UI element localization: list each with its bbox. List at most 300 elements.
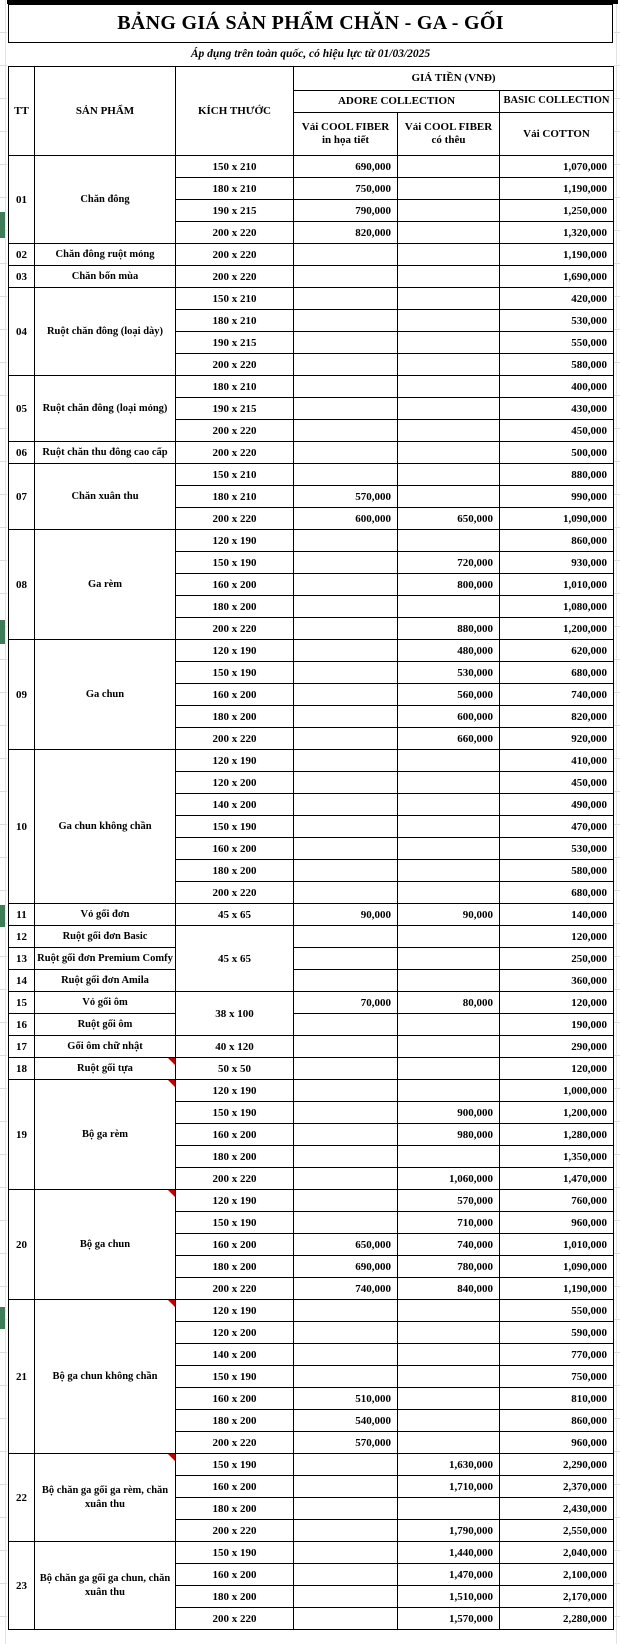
- price-cell-print[interactable]: 570,000: [294, 486, 398, 508]
- price-cell-print[interactable]: 690,000: [294, 1256, 398, 1278]
- page-subtitle[interactable]: Áp dụng trên toàn quốc, có hiệu lực từ 01/03/2025: [190, 48, 431, 60]
- price-cell-print[interactable]: [294, 442, 398, 464]
- price-cell-print[interactable]: [294, 552, 398, 574]
- product-cell[interactable]: [35, 288, 176, 376]
- size-cell[interactable]: 140 x 200: [176, 1344, 294, 1366]
- product-cell[interactable]: [35, 1058, 176, 1080]
- price-cell-print[interactable]: [294, 728, 398, 750]
- price-cell-embroidery[interactable]: [398, 464, 500, 486]
- price-cell-cotton[interactable]: 430,000: [500, 398, 614, 420]
- price-cell-print[interactable]: [294, 530, 398, 552]
- price-cell-print[interactable]: [294, 1058, 398, 1080]
- price-cell-embroidery[interactable]: [398, 1388, 500, 1410]
- size-cell[interactable]: 200 x 220: [176, 618, 294, 640]
- price-cell-cotton[interactable]: 740,000: [500, 684, 614, 706]
- size-cell[interactable]: 200 x 220: [176, 244, 294, 266]
- price-cell-embroidery[interactable]: [398, 596, 500, 618]
- price-cell-print[interactable]: [294, 1190, 398, 1212]
- price-cell-cotton[interactable]: 2,170,000: [500, 1586, 614, 1608]
- tt-cell[interactable]: 03: [9, 266, 35, 288]
- tt-cell[interactable]: 21: [9, 1300, 35, 1454]
- price-cell-cotton[interactable]: 1,320,000: [500, 222, 614, 244]
- price-cell-print[interactable]: [294, 882, 398, 904]
- price-cell-cotton[interactable]: 960,000: [500, 1432, 614, 1454]
- col-header-product[interactable]: SẢN PHẨM: [35, 67, 176, 156]
- comment-indicator[interactable]: [168, 1080, 175, 1087]
- price-cell-embroidery[interactable]: 980,000: [398, 1124, 500, 1146]
- product-cell[interactable]: [35, 948, 176, 970]
- tt-cell[interactable]: 04: [9, 288, 35, 376]
- price-cell-cotton[interactable]: 530,000: [500, 838, 614, 860]
- price-cell-cotton[interactable]: 420,000: [500, 288, 614, 310]
- size-cell[interactable]: 200 x 220: [176, 1168, 294, 1190]
- price-cell-embroidery[interactable]: [398, 376, 500, 398]
- price-cell-cotton[interactable]: 1,470,000: [500, 1168, 614, 1190]
- price-cell-print[interactable]: 820,000: [294, 222, 398, 244]
- price-cell-embroidery[interactable]: [398, 926, 500, 948]
- price-cell-cotton[interactable]: 1,250,000: [500, 200, 614, 222]
- price-cell-print[interactable]: 690,000: [294, 156, 398, 178]
- price-cell-print[interactable]: [294, 1564, 398, 1586]
- price-cell-print[interactable]: [294, 1146, 398, 1168]
- product-cell[interactable]: [35, 992, 176, 1014]
- product-cell[interactable]: [35, 376, 176, 442]
- price-cell-embroidery[interactable]: [398, 838, 500, 860]
- size-cell[interactable]: 160 x 200: [176, 838, 294, 860]
- col-header-fabric-cool-fiber-print[interactable]: [294, 113, 398, 156]
- product-cell[interactable]: [35, 442, 176, 464]
- price-cell-print[interactable]: [294, 662, 398, 684]
- comment-indicator[interactable]: [168, 1300, 175, 1307]
- tt-cell[interactable]: 20: [9, 1190, 35, 1300]
- price-cell-cotton[interactable]: 770,000: [500, 1344, 614, 1366]
- size-cell[interactable]: 120 x 190: [176, 640, 294, 662]
- price-cell-cotton[interactable]: 1,200,000: [500, 618, 614, 640]
- size-cell[interactable]: 150 x 190: [176, 662, 294, 684]
- size-cell[interactable]: 200 x 220: [176, 1520, 294, 1542]
- col-header-basic-collection[interactable]: BASIC COLLECTION: [500, 91, 614, 113]
- price-cell-print[interactable]: 600,000: [294, 508, 398, 530]
- size-cell[interactable]: 120 x 200: [176, 772, 294, 794]
- size-cell[interactable]: 160 x 200: [176, 684, 294, 706]
- price-cell-cotton[interactable]: 820,000: [500, 706, 614, 728]
- comment-indicator[interactable]: [168, 1454, 175, 1461]
- price-cell-print[interactable]: 650,000: [294, 1234, 398, 1256]
- size-cell[interactable]: 160 x 200: [176, 1388, 294, 1410]
- size-cell[interactable]: 150 x 190: [176, 1542, 294, 1564]
- product-cell[interactable]: [35, 266, 176, 288]
- product-cell[interactable]: [35, 904, 176, 926]
- price-cell-embroidery[interactable]: [398, 882, 500, 904]
- price-cell-cotton[interactable]: 120,000: [500, 1058, 614, 1080]
- size-cell[interactable]: 150 x 190: [176, 1366, 294, 1388]
- price-cell-cotton[interactable]: 680,000: [500, 882, 614, 904]
- price-cell-cotton[interactable]: 360,000: [500, 970, 614, 992]
- price-cell-cotton[interactable]: 140,000: [500, 904, 614, 926]
- price-cell-print[interactable]: [294, 706, 398, 728]
- price-cell-embroidery[interactable]: [398, 288, 500, 310]
- product-cell[interactable]: [35, 1542, 176, 1630]
- product-cell[interactable]: [35, 970, 176, 992]
- price-cell-print[interactable]: [294, 1542, 398, 1564]
- price-cell-print[interactable]: [294, 288, 398, 310]
- price-cell-print[interactable]: [294, 1498, 398, 1520]
- product-cell[interactable]: [35, 464, 176, 530]
- tt-cell[interactable]: 09: [9, 640, 35, 750]
- price-cell-cotton[interactable]: 880,000: [500, 464, 614, 486]
- price-cell-cotton[interactable]: 1,190,000: [500, 178, 614, 200]
- product-cell[interactable]: [35, 1036, 176, 1058]
- size-cell[interactable]: 180 x 200: [176, 1410, 294, 1432]
- product-cell[interactable]: [35, 1080, 176, 1190]
- price-cell-print[interactable]: [294, 1586, 398, 1608]
- price-cell-cotton[interactable]: 550,000: [500, 332, 614, 354]
- price-cell-print[interactable]: 90,000: [294, 904, 398, 926]
- price-cell-print[interactable]: 790,000: [294, 200, 398, 222]
- price-cell-embroidery[interactable]: [398, 1014, 500, 1036]
- size-cell[interactable]: 180 x 200: [176, 1256, 294, 1278]
- price-cell-embroidery[interactable]: [398, 1146, 500, 1168]
- price-cell-print[interactable]: 70,000: [294, 992, 398, 1014]
- price-cell-embroidery[interactable]: [398, 332, 500, 354]
- price-cell-cotton[interactable]: 750,000: [500, 1366, 614, 1388]
- size-cell[interactable]: 160 x 200: [176, 1234, 294, 1256]
- price-cell-cotton[interactable]: 250,000: [500, 948, 614, 970]
- size-cell[interactable]: 200 x 220: [176, 508, 294, 530]
- price-cell-print[interactable]: [294, 1608, 398, 1630]
- size-cell[interactable]: 190 x 215: [176, 332, 294, 354]
- price-cell-embroidery[interactable]: 600,000: [398, 706, 500, 728]
- price-cell-cotton[interactable]: 2,290,000: [500, 1454, 614, 1476]
- size-cell[interactable]: 200 x 220: [176, 266, 294, 288]
- price-cell-print[interactable]: [294, 244, 398, 266]
- price-cell-embroidery[interactable]: [398, 948, 500, 970]
- price-cell-embroidery[interactable]: [398, 1058, 500, 1080]
- tt-cell[interactable]: 15: [9, 992, 35, 1014]
- size-cell[interactable]: 160 x 200: [176, 1476, 294, 1498]
- price-cell-cotton[interactable]: 400,000: [500, 376, 614, 398]
- price-cell-embroidery[interactable]: [398, 200, 500, 222]
- tt-cell[interactable]: 16: [9, 1014, 35, 1036]
- price-cell-cotton[interactable]: 1,190,000: [500, 244, 614, 266]
- price-cell-embroidery[interactable]: 1,790,000: [398, 1520, 500, 1542]
- price-cell-print[interactable]: [294, 816, 398, 838]
- price-cell-embroidery[interactable]: [398, 1410, 500, 1432]
- price-cell-embroidery[interactable]: [398, 970, 500, 992]
- price-cell-embroidery[interactable]: [398, 398, 500, 420]
- price-cell-print[interactable]: [294, 772, 398, 794]
- size-cell[interactable]: 190 x 215: [176, 398, 294, 420]
- price-cell-print[interactable]: [294, 1300, 398, 1322]
- price-cell-embroidery[interactable]: 1,510,000: [398, 1586, 500, 1608]
- price-cell-cotton[interactable]: 1,000,000: [500, 1080, 614, 1102]
- tt-cell[interactable]: 14: [9, 970, 35, 992]
- size-cell[interactable]: 150 x 210: [176, 156, 294, 178]
- tt-cell[interactable]: 02: [9, 244, 35, 266]
- price-cell-embroidery[interactable]: 1,440,000: [398, 1542, 500, 1564]
- price-cell-embroidery[interactable]: 1,060,000: [398, 1168, 500, 1190]
- price-cell-cotton[interactable]: 2,100,000: [500, 1564, 614, 1586]
- price-cell-cotton[interactable]: 410,000: [500, 750, 614, 772]
- price-cell-print[interactable]: [294, 420, 398, 442]
- tt-cell[interactable]: 12: [9, 926, 35, 948]
- price-cell-cotton[interactable]: 470,000: [500, 816, 614, 838]
- size-cell[interactable]: 120 x 190: [176, 1300, 294, 1322]
- product-cell[interactable]: [35, 1014, 176, 1036]
- price-cell-embroidery[interactable]: 1,570,000: [398, 1608, 500, 1630]
- tt-cell[interactable]: 11: [9, 904, 35, 926]
- price-cell-cotton[interactable]: 2,040,000: [500, 1542, 614, 1564]
- size-cell[interactable]: 200 x 220: [176, 882, 294, 904]
- price-cell-cotton[interactable]: 1,070,000: [500, 156, 614, 178]
- price-cell-embroidery[interactable]: [398, 1432, 500, 1454]
- price-cell-embroidery[interactable]: [398, 222, 500, 244]
- price-cell-cotton[interactable]: 680,000: [500, 662, 614, 684]
- size-cell[interactable]: 180 x 200: [176, 706, 294, 728]
- price-cell-cotton[interactable]: 2,550,000: [500, 1520, 614, 1542]
- size-cell[interactable]: 140 x 200: [176, 794, 294, 816]
- price-cell-cotton[interactable]: 120,000: [500, 992, 614, 1014]
- tt-cell[interactable]: 08: [9, 530, 35, 640]
- price-cell-embroidery[interactable]: 80,000: [398, 992, 500, 1014]
- price-cell-cotton[interactable]: 120,000: [500, 926, 614, 948]
- price-cell-embroidery[interactable]: [398, 354, 500, 376]
- price-cell-print[interactable]: [294, 398, 398, 420]
- col-header-adore-collection[interactable]: ADORE COLLECTION: [294, 91, 500, 113]
- size-cell[interactable]: 200 x 220: [176, 1278, 294, 1300]
- col-header-fabric-cool-fiber-embroidered[interactable]: [398, 113, 500, 156]
- price-cell-embroidery[interactable]: 800,000: [398, 574, 500, 596]
- price-cell-embroidery[interactable]: [398, 794, 500, 816]
- price-cell-cotton[interactable]: 290,000: [500, 1036, 614, 1058]
- col-header-tt[interactable]: TT: [9, 67, 35, 156]
- price-cell-print[interactable]: [294, 1366, 398, 1388]
- price-cell-cotton[interactable]: 990,000: [500, 486, 614, 508]
- price-cell-cotton[interactable]: 1,090,000: [500, 508, 614, 530]
- size-cell[interactable]: 200 x 220: [176, 1432, 294, 1454]
- size-cell[interactable]: 180 x 210: [176, 310, 294, 332]
- price-cell-embroidery[interactable]: [398, 750, 500, 772]
- price-cell-cotton[interactable]: 960,000: [500, 1212, 614, 1234]
- price-cell-embroidery[interactable]: [398, 1322, 500, 1344]
- price-cell-cotton[interactable]: 930,000: [500, 552, 614, 574]
- price-cell-print[interactable]: 570,000: [294, 1432, 398, 1454]
- price-cell-print[interactable]: [294, 376, 398, 398]
- price-cell-print[interactable]: 750,000: [294, 178, 398, 200]
- price-cell-print[interactable]: [294, 1212, 398, 1234]
- price-cell-cotton[interactable]: 450,000: [500, 420, 614, 442]
- price-cell-embroidery[interactable]: 1,710,000: [398, 1476, 500, 1498]
- size-cell[interactable]: 40 x 120: [176, 1036, 294, 1058]
- price-cell-embroidery[interactable]: 880,000: [398, 618, 500, 640]
- price-cell-embroidery[interactable]: [398, 1036, 500, 1058]
- price-cell-embroidery[interactable]: [398, 1300, 500, 1322]
- price-cell-print[interactable]: [294, 948, 398, 970]
- size-cell[interactable]: 120 x 190: [176, 530, 294, 552]
- price-cell-print[interactable]: [294, 1476, 398, 1498]
- price-cell-embroidery[interactable]: 560,000: [398, 684, 500, 706]
- price-cell-print[interactable]: 510,000: [294, 1388, 398, 1410]
- product-cell[interactable]: [35, 926, 176, 948]
- price-cell-cotton[interactable]: 550,000: [500, 1300, 614, 1322]
- price-cell-embroidery[interactable]: [398, 442, 500, 464]
- price-cell-cotton[interactable]: 580,000: [500, 354, 614, 376]
- price-cell-cotton[interactable]: 2,430,000: [500, 1498, 614, 1520]
- price-cell-cotton[interactable]: 500,000: [500, 442, 614, 464]
- col-header-fabric-cotton[interactable]: Vải COTTON: [500, 113, 614, 156]
- size-cell[interactable]: 200 x 220: [176, 728, 294, 750]
- size-cell[interactable]: 150 x 190: [176, 552, 294, 574]
- col-header-size[interactable]: KÍCH THƯỚC: [176, 67, 294, 156]
- price-cell-print[interactable]: [294, 1344, 398, 1366]
- price-cell-embroidery[interactable]: [398, 310, 500, 332]
- product-cell[interactable]: [35, 1300, 176, 1454]
- size-cell[interactable]: 120 x 190: [176, 750, 294, 772]
- price-cell-cotton[interactable]: 1,090,000: [500, 1256, 614, 1278]
- price-cell-print[interactable]: 740,000: [294, 1278, 398, 1300]
- tt-cell[interactable]: 05: [9, 376, 35, 442]
- price-cell-print[interactable]: [294, 1520, 398, 1542]
- price-cell-print[interactable]: [294, 332, 398, 354]
- price-cell-cotton[interactable]: 1,350,000: [500, 1146, 614, 1168]
- size-cell[interactable]: 150 x 210: [176, 464, 294, 486]
- tt-cell[interactable]: 17: [9, 1036, 35, 1058]
- price-cell-cotton[interactable]: 920,000: [500, 728, 614, 750]
- price-cell-cotton[interactable]: 1,010,000: [500, 1234, 614, 1256]
- size-cell[interactable]: 180 x 200: [176, 860, 294, 882]
- tt-cell[interactable]: 19: [9, 1080, 35, 1190]
- size-cell[interactable]: 200 x 220: [176, 1608, 294, 1630]
- price-cell-embroidery[interactable]: 780,000: [398, 1256, 500, 1278]
- price-cell-cotton[interactable]: 450,000: [500, 772, 614, 794]
- price-cell-cotton[interactable]: 1,190,000: [500, 1278, 614, 1300]
- page-title[interactable]: BẢNG GIÁ SẢN PHẨM CHĂN - GA - GỐI: [8, 4, 613, 43]
- tt-cell[interactable]: 07: [9, 464, 35, 530]
- size-cell[interactable]: 45 x 65: [176, 904, 294, 926]
- size-cell[interactable]: 160 x 200: [176, 574, 294, 596]
- product-cell[interactable]: [35, 156, 176, 244]
- price-cell-embroidery[interactable]: [398, 816, 500, 838]
- price-cell-print[interactable]: [294, 464, 398, 486]
- price-cell-embroidery[interactable]: [398, 530, 500, 552]
- size-cell[interactable]: 180 x 210: [176, 376, 294, 398]
- tt-cell[interactable]: 01: [9, 156, 35, 244]
- price-cell-print[interactable]: [294, 838, 398, 860]
- price-cell-print[interactable]: [294, 266, 398, 288]
- price-cell-embroidery[interactable]: 570,000: [398, 1190, 500, 1212]
- col-header-price-group[interactable]: GIÁ TIỀN (VNĐ): [294, 67, 614, 91]
- price-cell-cotton[interactable]: 620,000: [500, 640, 614, 662]
- price-cell-embroidery[interactable]: 840,000: [398, 1278, 500, 1300]
- size-cell[interactable]: 200 x 220: [176, 354, 294, 376]
- comment-indicator[interactable]: [168, 1058, 175, 1065]
- price-cell-embroidery[interactable]: 1,630,000: [398, 1454, 500, 1476]
- product-cell[interactable]: [35, 1190, 176, 1300]
- size-cell[interactable]: 38 x 100: [176, 992, 294, 1036]
- price-cell-embroidery[interactable]: [398, 1080, 500, 1102]
- product-cell[interactable]: [35, 530, 176, 640]
- price-cell-cotton[interactable]: 1,280,000: [500, 1124, 614, 1146]
- price-cell-print[interactable]: [294, 354, 398, 376]
- size-cell[interactable]: 45 x 65: [176, 926, 294, 992]
- size-cell[interactable]: 50 x 50: [176, 1058, 294, 1080]
- price-cell-print[interactable]: [294, 684, 398, 706]
- price-cell-cotton[interactable]: 760,000: [500, 1190, 614, 1212]
- size-cell[interactable]: 150 x 190: [176, 1102, 294, 1124]
- product-cell[interactable]: [35, 244, 176, 266]
- size-cell[interactable]: 160 x 200: [176, 1564, 294, 1586]
- size-cell[interactable]: 150 x 190: [176, 816, 294, 838]
- product-cell[interactable]: [35, 750, 176, 904]
- tt-cell[interactable]: 18: [9, 1058, 35, 1080]
- size-cell[interactable]: 120 x 190: [176, 1190, 294, 1212]
- price-cell-print[interactable]: [294, 1454, 398, 1476]
- price-cell-print[interactable]: [294, 1036, 398, 1058]
- price-cell-embroidery[interactable]: [398, 420, 500, 442]
- price-cell-print[interactable]: [294, 310, 398, 332]
- price-cell-embroidery[interactable]: 740,000: [398, 1234, 500, 1256]
- size-cell[interactable]: 200 x 220: [176, 442, 294, 464]
- price-cell-print[interactable]: [294, 970, 398, 992]
- price-cell-print[interactable]: [294, 596, 398, 618]
- price-cell-cotton[interactable]: 1,080,000: [500, 596, 614, 618]
- size-cell[interactable]: 150 x 210: [176, 288, 294, 310]
- price-cell-embroidery[interactable]: 90,000: [398, 904, 500, 926]
- price-cell-print[interactable]: 540,000: [294, 1410, 398, 1432]
- price-cell-cotton[interactable]: 860,000: [500, 1410, 614, 1432]
- price-cell-cotton[interactable]: 490,000: [500, 794, 614, 816]
- price-cell-cotton[interactable]: 810,000: [500, 1388, 614, 1410]
- price-cell-print[interactable]: [294, 1080, 398, 1102]
- price-cell-print[interactable]: [294, 618, 398, 640]
- price-cell-embroidery[interactable]: [398, 1366, 500, 1388]
- price-cell-embroidery[interactable]: [398, 1344, 500, 1366]
- price-cell-embroidery[interactable]: 650,000: [398, 508, 500, 530]
- size-cell[interactable]: 180 x 200: [176, 1498, 294, 1520]
- size-cell[interactable]: 160 x 200: [176, 1124, 294, 1146]
- price-cell-embroidery[interactable]: [398, 486, 500, 508]
- price-cell-embroidery[interactable]: 1,470,000: [398, 1564, 500, 1586]
- tt-cell[interactable]: 13: [9, 948, 35, 970]
- price-cell-embroidery[interactable]: 710,000: [398, 1212, 500, 1234]
- price-cell-embroidery[interactable]: 900,000: [398, 1102, 500, 1124]
- price-cell-cotton[interactable]: 530,000: [500, 310, 614, 332]
- price-cell-embroidery[interactable]: [398, 178, 500, 200]
- price-cell-print[interactable]: [294, 640, 398, 662]
- price-cell-embroidery[interactable]: 720,000: [398, 552, 500, 574]
- price-cell-embroidery[interactable]: [398, 772, 500, 794]
- price-cell-cotton[interactable]: 1,010,000: [500, 574, 614, 596]
- tt-cell[interactable]: 10: [9, 750, 35, 904]
- size-cell[interactable]: 180 x 210: [176, 486, 294, 508]
- product-cell[interactable]: [35, 1454, 176, 1542]
- price-cell-print[interactable]: [294, 1124, 398, 1146]
- price-cell-embroidery[interactable]: 660,000: [398, 728, 500, 750]
- price-cell-cotton[interactable]: 2,280,000: [500, 1608, 614, 1630]
- price-cell-print[interactable]: [294, 794, 398, 816]
- size-cell[interactable]: 150 x 190: [176, 1454, 294, 1476]
- tt-cell[interactable]: 06: [9, 442, 35, 464]
- price-cell-print[interactable]: [294, 1322, 398, 1344]
- tt-cell[interactable]: 23: [9, 1542, 35, 1630]
- price-cell-print[interactable]: [294, 1014, 398, 1036]
- size-cell[interactable]: 180 x 210: [176, 178, 294, 200]
- price-cell-cotton[interactable]: 190,000: [500, 1014, 614, 1036]
- price-cell-embroidery[interactable]: [398, 156, 500, 178]
- price-cell-cotton[interactable]: 580,000: [500, 860, 614, 882]
- price-cell-embroidery[interactable]: 530,000: [398, 662, 500, 684]
- size-cell[interactable]: 180 x 200: [176, 1146, 294, 1168]
